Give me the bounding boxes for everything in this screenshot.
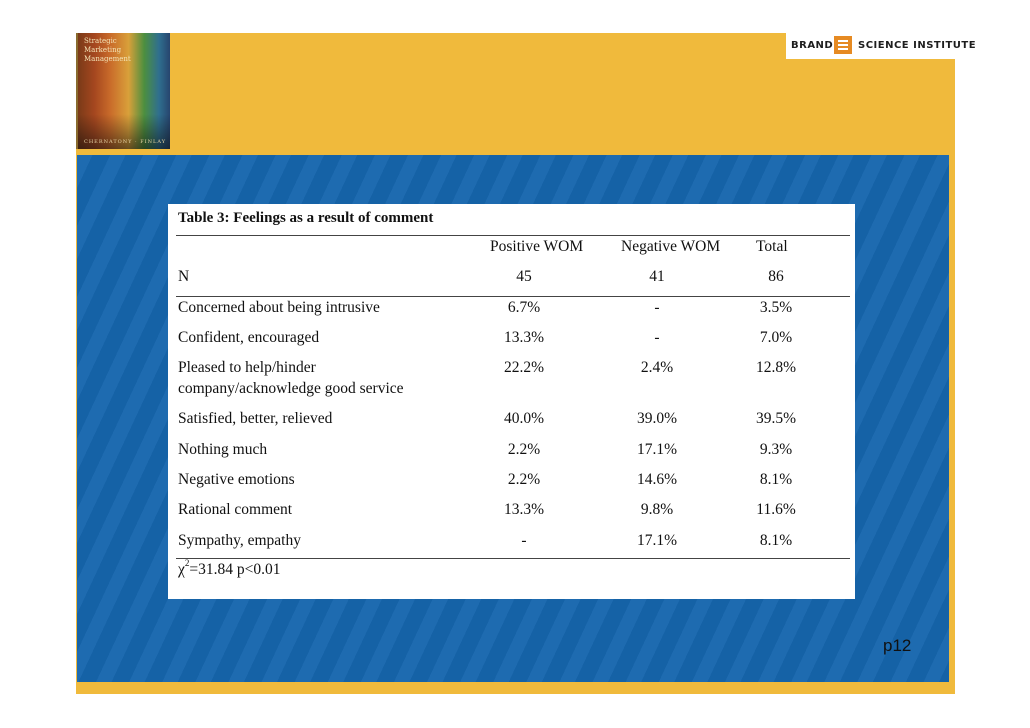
row-label-continued: company/acknowledge good service — [178, 380, 404, 397]
row-label: Confident, encouraged — [178, 329, 320, 346]
slide — [76, 33, 977, 694]
table-rule-header — [176, 296, 850, 297]
chi-square-statistic — [178, 560, 281, 579]
row-label: Negative emotions — [178, 471, 295, 488]
cell: 40.0% — [503, 410, 545, 427]
cell: 11.6% — [756, 501, 796, 518]
cell: 13.3% — [503, 329, 545, 346]
row-label: Satisfied, better, relieved — [178, 410, 333, 427]
cell: 22.2% — [503, 359, 545, 376]
book-cover-title: Strategic Marketing Management — [84, 37, 131, 63]
cell: 3.5% — [759, 299, 793, 316]
logo-word-brand: BRAND — [791, 40, 834, 51]
cell: - — [654, 299, 660, 316]
table-title: Table 3: Feelings as a result of comment — [178, 210, 434, 226]
brand-science-institute-logo — [786, 33, 977, 59]
cell: 9.3% — [759, 441, 793, 458]
cell: 12.8% — [755, 359, 797, 376]
chi-value: =31.84 p<0.01 — [189, 561, 281, 579]
book-cover-image — [76, 33, 170, 149]
page-number: p12 — [883, 636, 912, 655]
cell: 17.1% — [636, 441, 678, 458]
chi-symbol: χ — [178, 561, 185, 579]
table-rule-top — [176, 235, 850, 236]
row-label: Sympathy, empathy — [178, 532, 301, 549]
table-rule-bottom — [176, 558, 850, 559]
logo-word-institute: SCIENCE INSTITUTE — [858, 40, 977, 51]
cell: 39.0% — [636, 410, 678, 427]
column-header-negative: Negative WOM — [621, 238, 721, 255]
content-panel — [77, 155, 949, 682]
cell: 2.4% — [640, 359, 674, 376]
row-label-n: N — [178, 268, 190, 285]
row-label: Pleased to help/hinder — [178, 359, 316, 376]
cell: 8.1% — [759, 471, 793, 488]
logo-mark-icon — [834, 36, 852, 54]
cell: 86 — [768, 268, 784, 285]
cell: 39.5% — [755, 410, 797, 427]
cell: 14.6% — [636, 471, 678, 488]
cell: 13.3% — [503, 501, 545, 518]
cell: - — [654, 329, 660, 346]
cell: 9.8% — [640, 501, 674, 518]
chi-exponent: 2 — [184, 558, 190, 568]
row-label: Nothing much — [178, 441, 268, 458]
cell: 45 — [516, 268, 532, 285]
cell: 41 — [649, 268, 665, 285]
cell: 6.7% — [507, 299, 541, 316]
data-table — [168, 204, 855, 599]
cell: 8.1% — [759, 532, 793, 549]
cell: 2.2% — [507, 441, 541, 458]
row-label: Rational comment — [178, 501, 293, 518]
column-header-positive: Positive WOM — [490, 238, 584, 255]
cell: 2.2% — [507, 471, 541, 488]
cell: - — [521, 532, 527, 549]
cell: 7.0% — [759, 329, 793, 346]
cell: 17.1% — [636, 532, 678, 549]
row-label: Concerned about being intrusive — [178, 299, 380, 316]
column-header-total: Total — [756, 238, 788, 255]
book-cover-author: CHERNATONY · FINLAY — [84, 139, 167, 145]
